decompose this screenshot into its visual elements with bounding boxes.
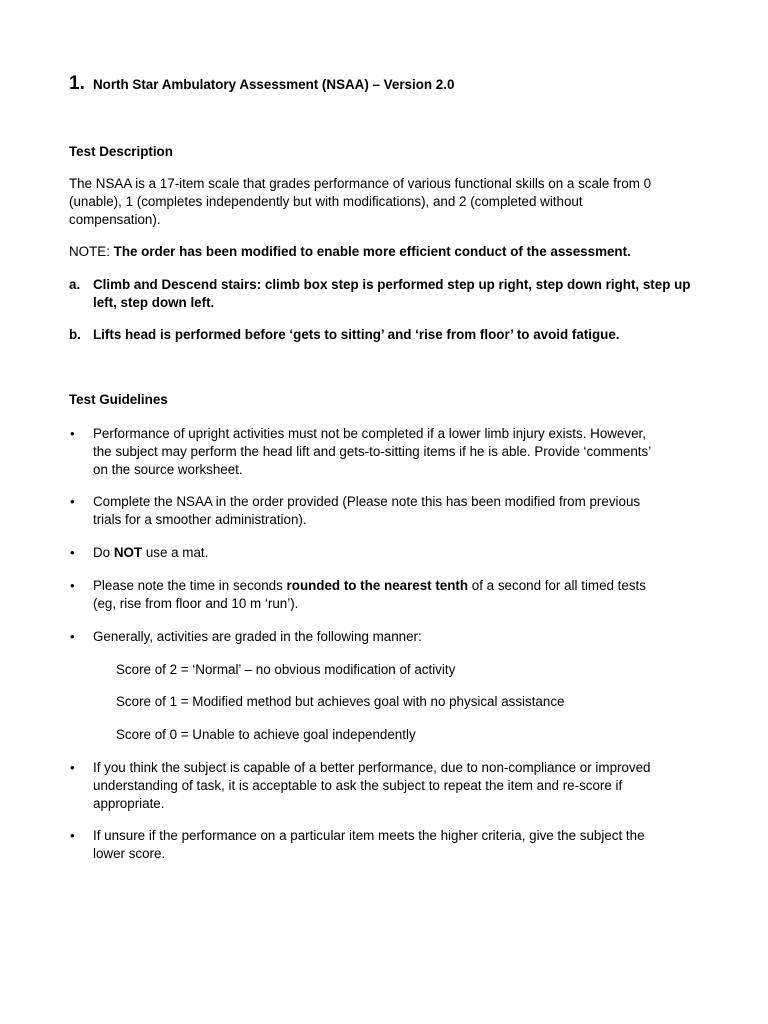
bullet-4-bold: rounded to the nearest tenth <box>286 578 469 593</box>
bullet-7-line-2: lower score. <box>93 846 166 861</box>
bullet-3-pre: Do <box>93 545 114 560</box>
score-0-line: Score of 0 = Unable to achieve goal independently <box>116 727 416 742</box>
bullet-4-line-2: (eg, rise from floor and 10 m ‘run’). <box>93 596 299 611</box>
note-prefix: NOTE: <box>69 244 114 259</box>
bullet-2-line-2: trials for a smoother administration). <box>93 512 307 527</box>
item-b-line-1: Lifts head is performed before ‘gets to sitting’ and ‘rise from floor’ to avoid fatigue. <box>93 327 620 342</box>
section-number: 1. <box>69 73 85 94</box>
bullet-7-line-1: If unsure if the performance on a particular item meets the higher criteria, give the subject the <box>93 828 645 843</box>
bullet-1-line-2: the subject may perform the head lift and gets-to-sitting items if he is able. Provide ‘comments’ <box>93 444 652 459</box>
item-a-line-2: left, step down left. <box>93 295 215 310</box>
test-guidelines-heading: Test Guidelines <box>69 392 168 407</box>
bullet-4-post: of a second for all timed tests <box>468 578 646 593</box>
bullet-1-symbol: • <box>70 426 75 441</box>
bullet-2-symbol: • <box>70 494 75 509</box>
bullet-6-line-1: If you think the subject is capable of a better performance, due to non-compliance or improved <box>93 760 651 775</box>
item-b-marker: b. <box>69 327 81 342</box>
bullet-3-post: use a mat. <box>142 545 209 560</box>
item-a-line-1: Climb and Descend stairs: climb box step is performed step up right, step down right, step up <box>93 277 691 292</box>
bullet-6-line-2: understanding of task, it is acceptable to ask the subject to repeat the item and re-score if <box>93 778 623 793</box>
item-a-marker: a. <box>69 277 81 292</box>
note-line <box>69 243 631 261</box>
bullet-6-symbol: • <box>70 760 75 775</box>
bullet-4-line-1 <box>93 577 646 595</box>
bullet-6-line-3: appropriate. <box>93 796 165 811</box>
description-line-2: (unable), 1 (completes independently but with modifications), and 2 (completed without <box>69 194 583 209</box>
description-line-1: The NSAA is a 17-item scale that grades performance of various functional skills on a scale from 0 <box>69 176 652 191</box>
bullet-4-pre: Please note the time in seconds <box>93 578 287 593</box>
bullet-7-symbol: • <box>70 828 75 843</box>
bullet-3-symbol: • <box>70 545 75 560</box>
score-1-line: Score of 1 = Modified method but achieves goal with no physical assistance <box>116 694 565 709</box>
bullet-3-bold: NOT <box>113 545 143 560</box>
bullet-4-symbol: • <box>70 578 75 593</box>
bullet-3-line <box>93 544 208 562</box>
note-bold-text: The order has been modified to enable more efficient conduct of the assessment. <box>113 244 631 259</box>
bullet-2-line-1: Complete the NSAA in the order provided (Please note this has been modified from previous <box>93 494 641 509</box>
bullet-1-line-1: Performance of upright activities must not be completed if a lower limb injury exists. However, <box>93 426 646 441</box>
bullet-5-line: Generally, activities are graded in the following manner: <box>93 629 422 644</box>
description-line-3: compensation). <box>69 212 161 227</box>
score-2-line: Score of 2 = ‘Normal’ – no obvious modification of activity <box>116 662 456 677</box>
page-title: North Star Ambulatory Assessment (NSAA) – Version 2.0 <box>93 77 455 92</box>
test-description-heading: Test Description <box>69 144 173 159</box>
bullet-5-symbol: • <box>70 629 75 644</box>
bullet-1-line-3: on the source worksheet. <box>93 462 243 477</box>
